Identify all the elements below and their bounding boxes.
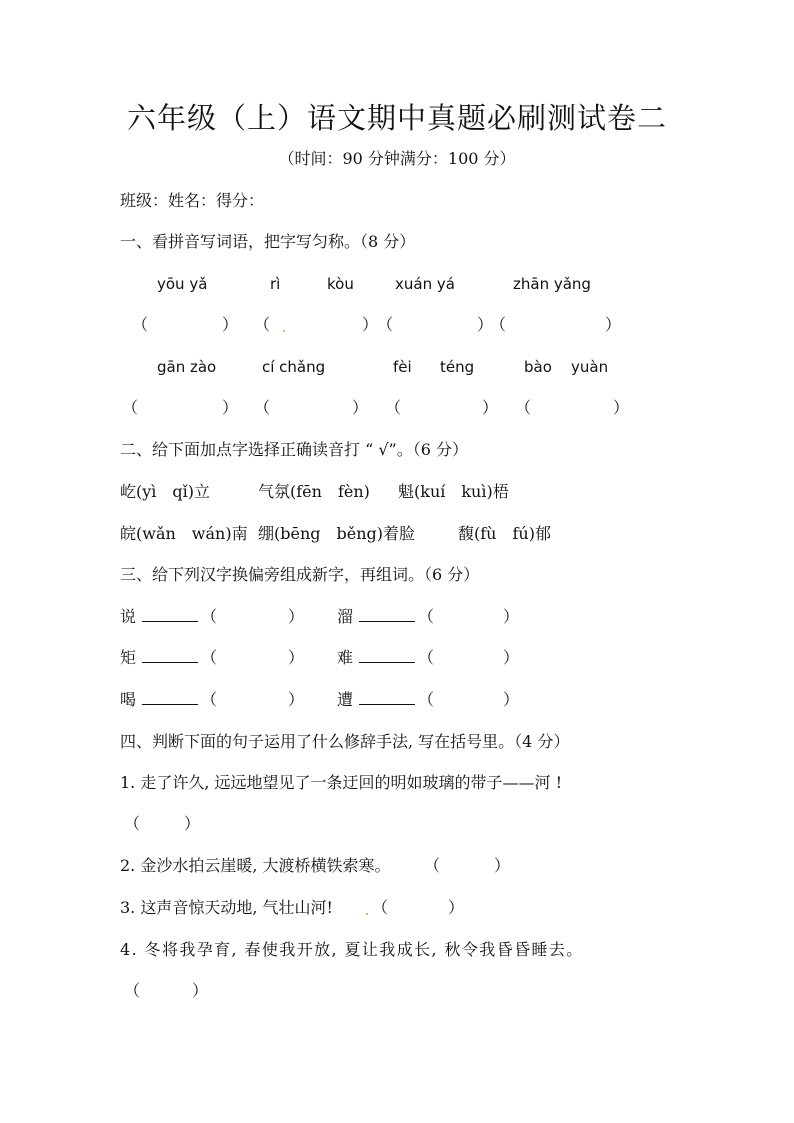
- fill-blank: [359, 607, 415, 622]
- answer-box-close: ）: [222, 398, 239, 417]
- fill-blank: [142, 648, 198, 663]
- pinyin-3: kòu: [327, 275, 354, 293]
- pinyin-5: zhān yǎng: [513, 275, 591, 293]
- answer-box-close: ）: [503, 690, 520, 709]
- answer-box-close: ）: [288, 607, 305, 626]
- q2-item-4: 皖(wǎn wán)南: [120, 524, 248, 543]
- answer-box-close: ）: [222, 315, 239, 334]
- q4-sentence-3: 3. 这声音惊天动地, 气壮山河!: [120, 898, 333, 917]
- q4-heading: 四、判断下面的句子运用了什么修辞手法, 写在括号里。（4 分）: [120, 732, 570, 751]
- pinyin-7: cí chǎng: [262, 358, 326, 376]
- answer-box-open: （: [124, 814, 141, 833]
- pinyin-2: rì: [270, 275, 281, 293]
- exam-title: 六年级（上）语文期中真题必刷测试卷二: [126, 101, 667, 135]
- answer-box-close: ）: [613, 398, 630, 417]
- q4-sentence-4: 4. 冬将我孕育, 春使我开放, 夏让我成长, 秋令我昏昏睡去。: [120, 940, 584, 959]
- pinyin-6: gān zào: [157, 358, 217, 376]
- pinyin-1: yōu yǎ: [157, 275, 208, 293]
- answer-box-open: （: [122, 398, 139, 417]
- answer-box-open: （: [372, 898, 389, 917]
- answer-box-close: ）: [288, 690, 305, 709]
- pinyin-9: téng: [440, 358, 475, 376]
- q3-char: 喝 （: [120, 690, 218, 709]
- q3-heading: 三、给下列汉字换偏旁组成新字，再组词。（6 分）: [120, 565, 480, 584]
- pinyin-8: fèi: [393, 358, 412, 376]
- answer-box-close: ）: [192, 981, 209, 1000]
- q3-char: 溜 （: [337, 607, 435, 626]
- answer-box-open: （: [254, 398, 271, 417]
- pinyin-10: bào: [524, 358, 552, 376]
- q2-item-2: 气氛(fēn fèn): [258, 482, 370, 501]
- q2-item-1: 屹(yì qǐ)立: [120, 482, 211, 501]
- q3-char: 遭 （: [337, 690, 435, 709]
- q3-char: 矩 （: [120, 648, 218, 667]
- pinyin-11: yuàn: [571, 358, 609, 376]
- answer-box-close: ）: [362, 315, 379, 334]
- answer-box-open: （: [254, 315, 271, 334]
- answer-box-open: （: [385, 398, 402, 417]
- answer-box-close: ）: [448, 898, 465, 917]
- answer-box-close: ）: [482, 398, 499, 417]
- speck-dot: [283, 330, 285, 332]
- pinyin-4: xuán yá: [395, 275, 455, 293]
- answer-box-close: ）: [605, 315, 622, 334]
- q2-item-5: 绷(bēng běng)着脸: [258, 524, 416, 543]
- fill-blank: [142, 607, 198, 622]
- answer-box-open: （: [515, 398, 532, 417]
- q3-char: 难 （: [337, 648, 435, 667]
- answer-box-close: ）: [503, 648, 520, 667]
- q4-sentence-2: 2. 金沙水拍云崖暖, 大渡桥横铁索寒。: [120, 856, 391, 875]
- fill-blank: [359, 690, 415, 705]
- answer-box-open: （: [132, 315, 149, 334]
- answer-box-close: ）: [352, 398, 369, 417]
- exam-subtitle: （时间：90 分钟满分：100 分）: [278, 149, 516, 168]
- speck-dot: [366, 913, 368, 915]
- answer-box-open: （: [124, 981, 141, 1000]
- answer-box-close: ）: [477, 315, 494, 334]
- answer-box-close: ）: [503, 607, 520, 626]
- q3-char: 说 （: [120, 607, 218, 626]
- fill-blank: [142, 690, 198, 705]
- q2-item-6: 馥(fù fú)郁: [458, 524, 551, 543]
- q2-item-3: 魁(kuí kuì)梧: [398, 482, 509, 501]
- answer-box-open: （: [490, 315, 507, 334]
- q2-heading: 二、给下面加点字选择正确读音打 “ √”。（6 分）: [120, 440, 468, 459]
- student-info-line: 班级：姓名：得分：: [120, 191, 265, 210]
- answer-box-close: ）: [494, 856, 511, 875]
- answer-box-close: ）: [184, 814, 201, 833]
- answer-box-open: （: [377, 315, 394, 334]
- q1-heading: 一、看拼音写词语，把字写匀称。（8 分）: [120, 232, 416, 251]
- q4-sentence-1: 1. 走了许久, 远远地望见了一条迂回的明如玻璃的带子——河 !: [120, 773, 563, 792]
- answer-box-open: （: [424, 856, 441, 875]
- fill-blank: [359, 648, 415, 663]
- answer-box-close: ）: [288, 648, 305, 667]
